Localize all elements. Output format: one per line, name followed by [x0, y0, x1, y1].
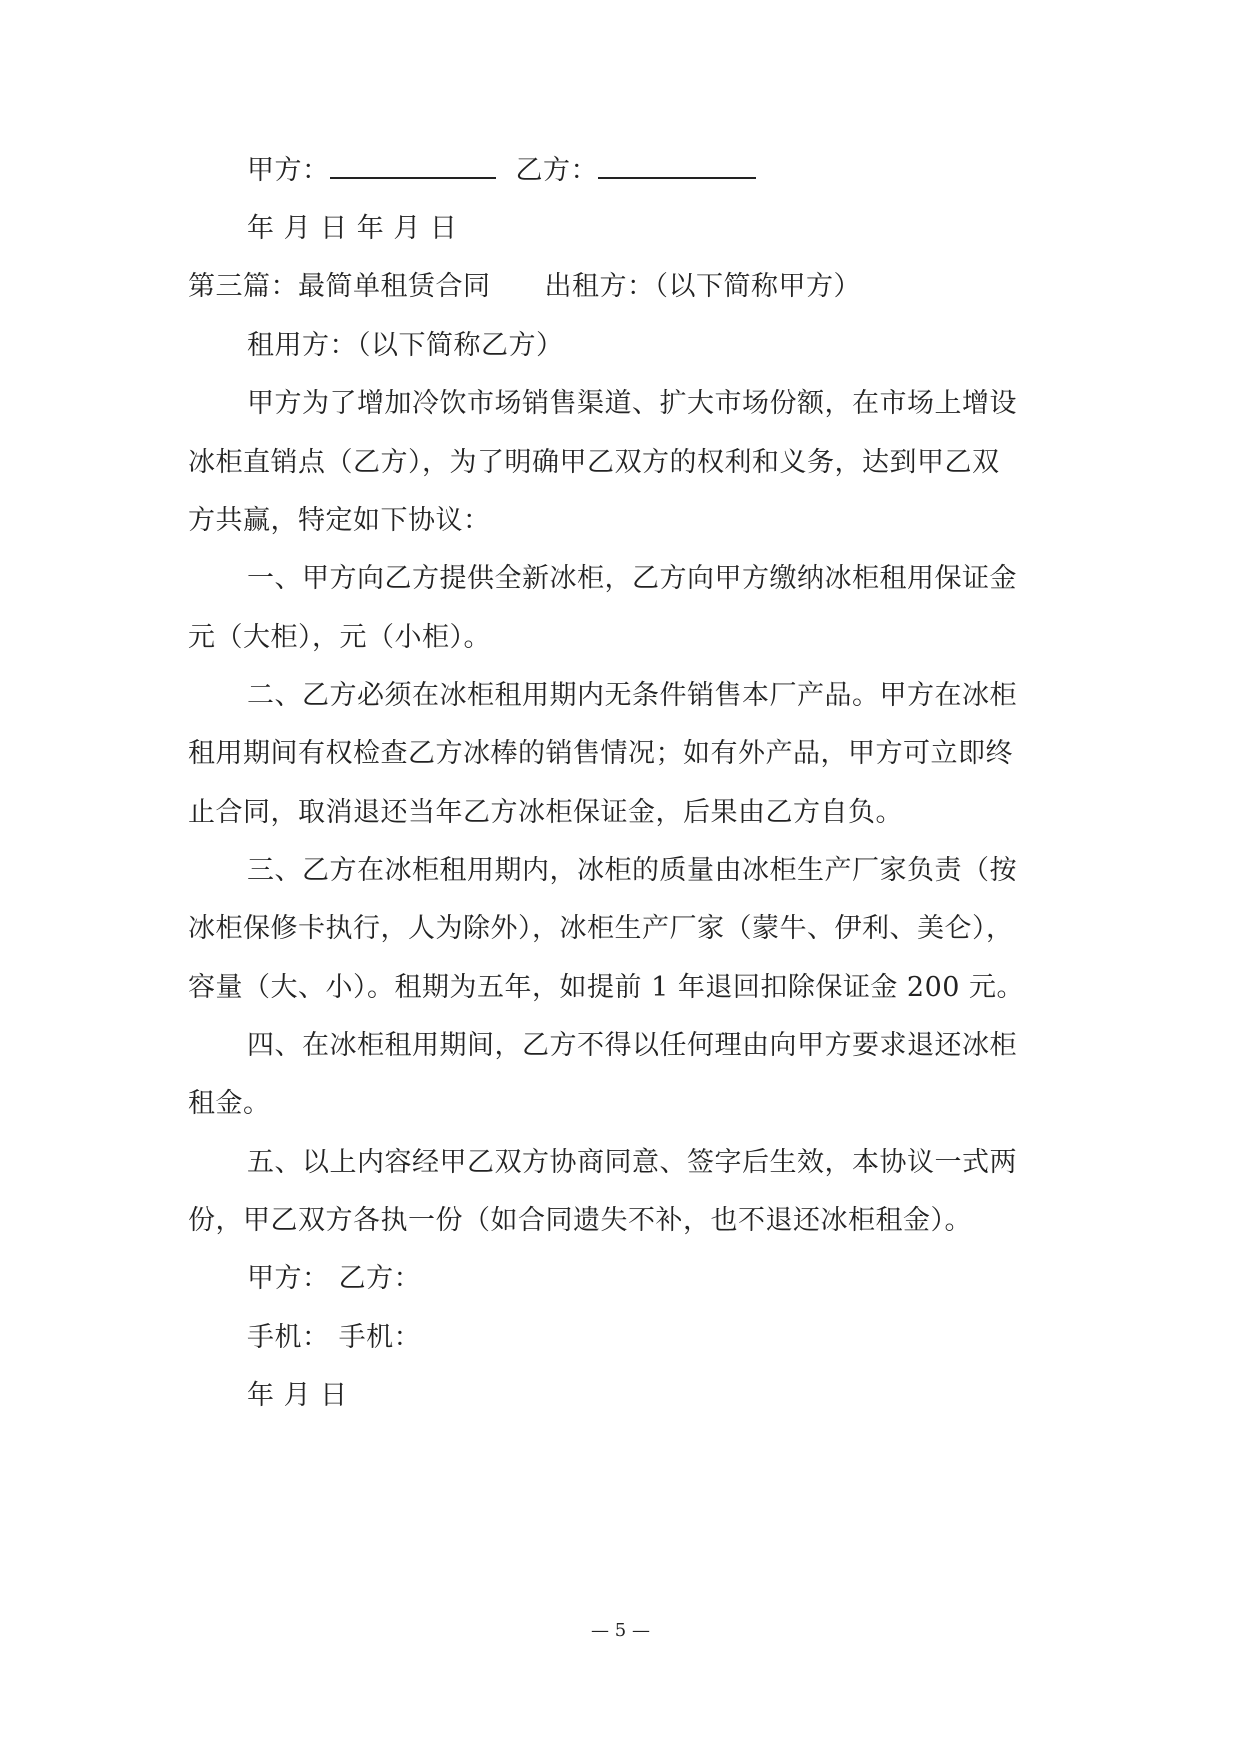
lessor-line: 出租方：（以下简称甲方） — [544, 271, 861, 302]
bottom-date-line: 年 月 日 — [247, 1380, 348, 1411]
clause-5-line: 五、以上内容经甲乙双方协商同意、签字后生效，本协议一式两 — [247, 1147, 1017, 1178]
top-date-line: 年 月 日 年 月 日 — [247, 213, 458, 244]
clause-3-line: 三、乙方在冰柜租用期内，冰柜的质量由冰柜生产厂家负责（按 — [247, 855, 1017, 886]
party-a-blank — [330, 151, 496, 179]
clause-2-line: 二、乙方必须在冰柜租用期内无条件销售本厂产品。甲方在冰柜 — [247, 680, 1017, 711]
clause-5-line: 份，甲乙双方各执一份（如合同遗失不补，也不退还冰柜租金）。 — [188, 1205, 972, 1236]
clause-4-line: 租金。 — [188, 1088, 271, 1119]
page-number: — 5 — — [591, 1620, 650, 1641]
heading-line — [188, 264, 861, 303]
clause-1-line: 元（大柜），元（小柜）。 — [188, 622, 491, 653]
clause-3-line: 容量（大、小）。租期为五年，如提前 1 年退回扣除保证金 200 元。 — [188, 972, 1025, 1003]
bottom-party-line: 甲方： 乙方： — [247, 1263, 422, 1294]
clause-2-line: 止合同，取消退还当年乙方冰柜保证金，后果由乙方自负。 — [188, 797, 903, 828]
bottom-phone-line: 手机： 手机： — [247, 1322, 422, 1353]
chapter-title: 第三篇：最简单租赁合同 — [188, 271, 491, 302]
top-signature-line — [247, 148, 756, 187]
paragraph-line: 冰柜直销点（乙方），为了明确甲乙双方的权利和义务，达到甲乙双 — [188, 447, 1000, 478]
party-b-blank — [598, 151, 756, 179]
clause-1-line: 一、甲方向乙方提供全新冰柜，乙方向甲方缴纳冰柜租用保证金 — [247, 563, 1017, 594]
clause-3-line: 冰柜保修卡执行，人为除外），冰柜生产厂家（蒙牛、伊利、美仑）， — [188, 913, 1014, 944]
party-b-label: 乙方： — [515, 155, 598, 186]
lessee-line: 租用方：（以下简称乙方） — [247, 330, 564, 361]
clause-4-line: 四、在冰柜租用期间，乙方不得以任何理由向甲方要求退还冰柜 — [247, 1030, 1017, 1061]
party-a-label: 甲方： — [247, 155, 330, 186]
clause-2-line: 租用期间有权检查乙方冰棒的销售情况；如有外产品，甲方可立即终 — [188, 738, 1013, 769]
paragraph-line: 方共赢，特定如下协议： — [188, 505, 491, 536]
paragraph-line: 甲方为了增加冷饮市场销售渠道、扩大市场份额，在市场上增设 — [247, 388, 1017, 419]
